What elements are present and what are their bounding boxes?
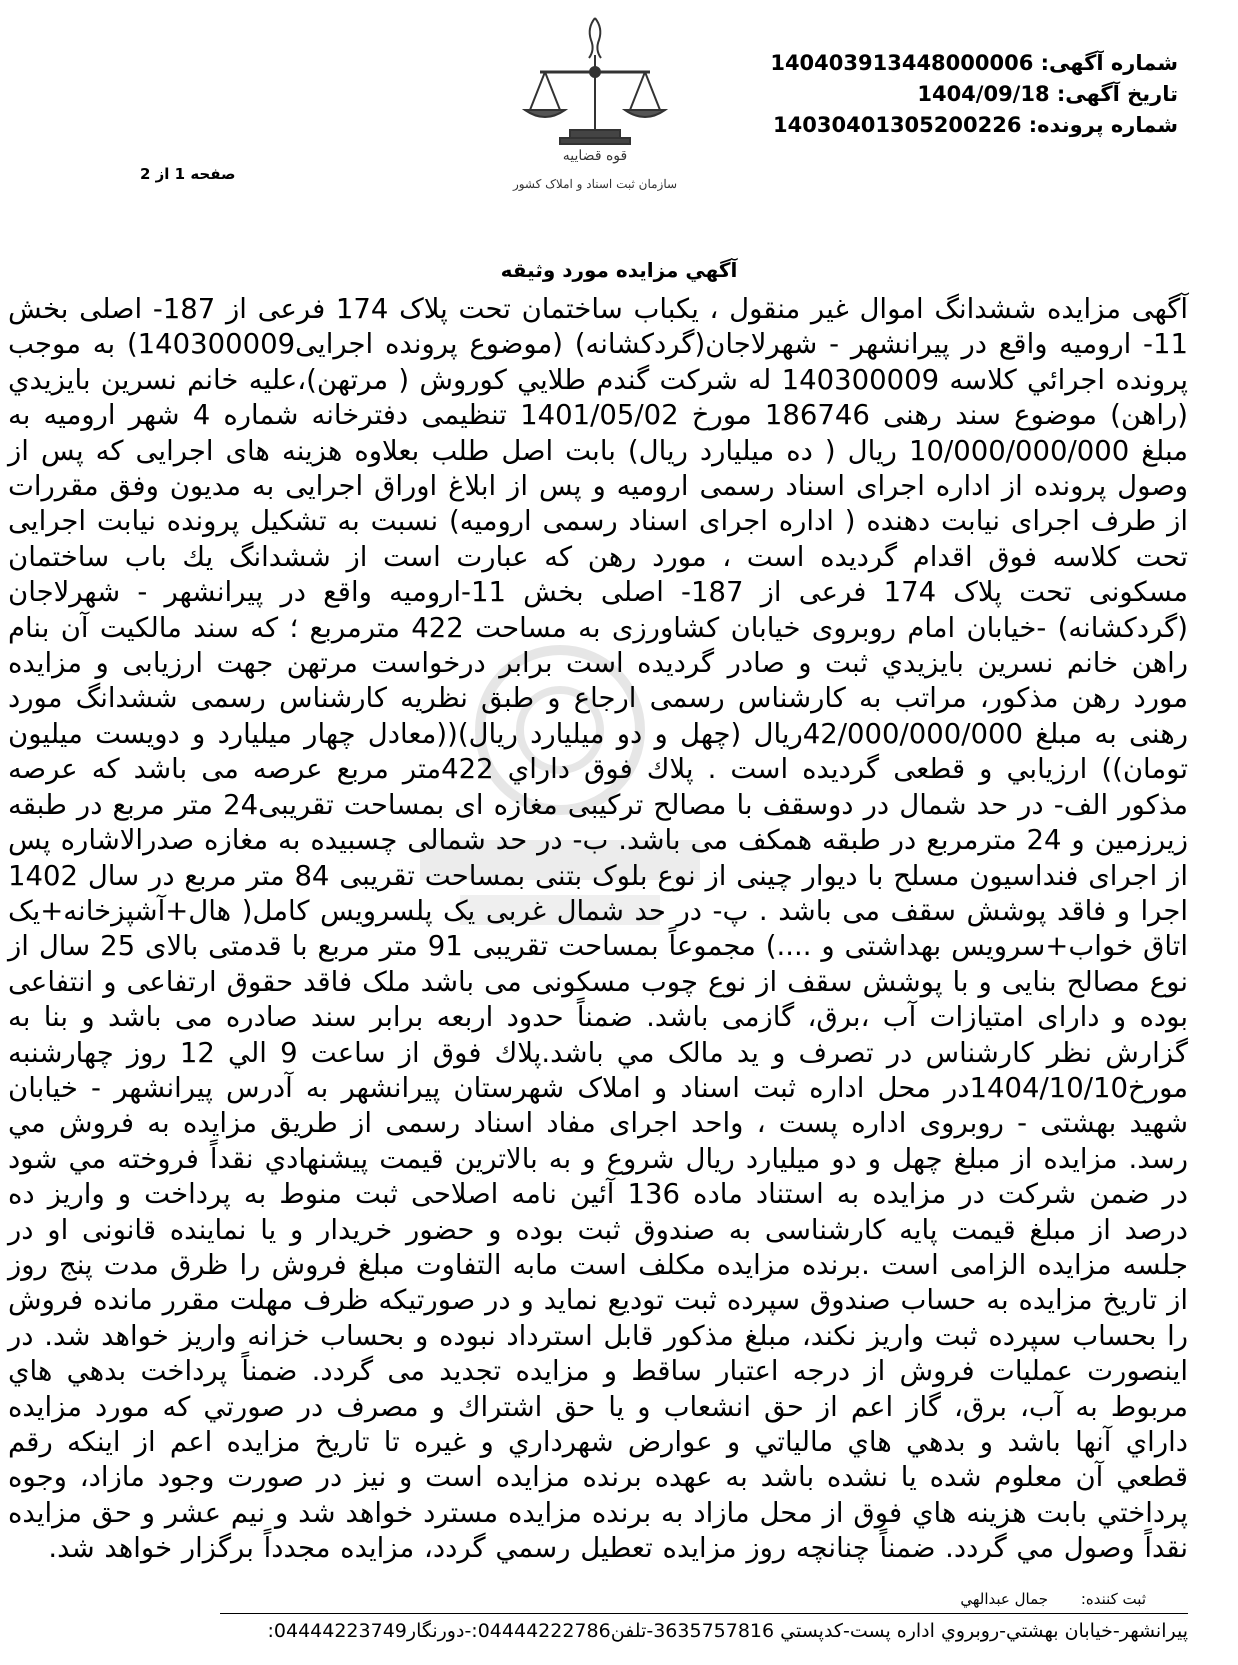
ad-number: 140403913448000006 bbox=[770, 51, 1034, 75]
ad-metadata bbox=[770, 48, 1178, 141]
case-number: 14030401305200226 bbox=[773, 113, 1022, 137]
case-number-label: شماره پرونده: bbox=[1028, 113, 1178, 137]
judiciary-emblem bbox=[500, 10, 690, 210]
signer-label: ثبت کننده: bbox=[1080, 1590, 1146, 1608]
ad-date-label: تاریخ آگهی: bbox=[1056, 82, 1178, 106]
ad-date-line bbox=[770, 79, 1178, 110]
emblem-text-bottom: سازمان ثبت اسناد و املاک کشور bbox=[512, 177, 678, 191]
case-number-line bbox=[770, 110, 1178, 141]
notice-title: آگهي مزايده مورد وثيقه bbox=[500, 258, 738, 282]
ad-number-line bbox=[770, 48, 1178, 79]
notice-body: آگهی مزایده ششدانگ اموال غیر منقول ، یکباب ساختمان تحت پلاک 174 فرعی از 187- اصلی بخش 11- ارومیه واقع در پیرانشهر - شهرلاجان(گردکشانه) (موضوع پرونده اجرایی140300009) به موجب پرونده اجرائي كلاسه 140300009 له شرکت گندم طلايي كوروش ( مرتهن)،علیه خانم نسرين بايزيدي (راهن) موضوع سند رهنی 186746 مورخ 1401/05/02 تنظیمی دفترخانه شماره 4 شهر ارومیه به مبلغ 10/000/000/000 ریال ( ده میلیارد ریال) بابت اصل طلب بعلاوه هزینه های اجرایی که پس از وصول پرونده از اداره اجرای اسناد رسمی ارومیه و پس از ابلاغ اوراق اجرایی به مدیون وفق مقررات از طرف اجرای نیابت دهنده ( اداره اجرای اسناد رسمی ارومیه) نسبت به تشکیل پرونده نیابت اجرایی تحت کلاسه فوق اقدام گردیده است ، مورد رهن که عبارت است از ششدانگ یك باب ساختمان مسکونی تحت پلاک 174 فرعی از 187- اصلی بخش 11-ارومیه واقع در پیرانشهر - شهرلاجان (گردکشانه) -خیابان امام روبروی خیابان کشاورزی به مساحت 422 مترمربع ؛ که سند مالکیت آن بنام راهن خانم نسرين بايزيدي ثبت و صادر گردیده است برابر درخواست مرتهن جهت ارزیابی و مزایده مورد رهن مذکور، مراتب به کارشناس رسمی ارجاع و طبق نظریه کارشناس رسمی ششدانگ مورد رهنی به مبلغ 42/000/000/000ریال (چهل و دو میلیارد ریال)((معادل چهار میلیارد و دویست میلیون تومان)) ارزيابي و قطعی گردیده است . پلاك فوق داراي 422متر مربع عرصه می باشد که عرصه مذکور الف- در حد شمال در دوسقف با مصالح ترکیبی مغازه ای بمساحت تقریبی24 متر مربع در طبقه زیرزمین و 24 مترمربع در طبقه همکف می باشد. ب- در حد شمالی چسبیده به مغازه صدرالاشاره پس از اجرای فنداسیون مسلح با دیوار چینی از نوع بلوک بتنی بمساحت تقریبی 84 متر مربع در سال 1402 اجرا و فاقد پوشش سقف می باشد . پ- در حد شمال غربی یک پلسرویس کامل( هال+آشپزخانه+یک اتاق خواب+سرویس بهداشتی و ....) مجموعاً بمساحت تقریبی 91 متر مربع با قدمتی بالای 25 سال از نوع مصالح بنایی و با پوشش سقف از نوع چوب مسکونی می باشد ملک فاقد حقوق ارتفاعی و انتفاعی بوده و دارای امتیازات آب ،برق، گازمی باشد. ضمناً حدود اربعه برابر سند صادره می باشد و بنا به گزارش نظر کارشناس در تصرف و ید مالک مي باشد.پلاك فوق از ساعت 9 الي 12 روز چهارشنبه مورخ1404/10/10در محل اداره ثبت اسناد و املاک شهرستان پیرانشهر به آدرس پیرانشهر - خیابان شهید بهشتی - روبروی اداره پست ، واحد اجرای مفاد اسناد رسمی از طريق مزايده به فروش مي رسد. مزايده از مبلغ چهل و دو میلیارد ريال شروع و به بالاترين قيمت پيشنهادي نقداً فروخته مي شود در ضمن شرکت در مزايده به استناد ماده 136 آئین نامه اصلاحی ثبت منوط به پرداخت و واریز ده درصد از مبلغ قیمت پایه کارشناسی به صندوق ثبت بوده و حضور خریدار و یا نماینده قانونی او در جلسه مزایده الزامی است .برنده مزایده مکلف است مابه التفاوت مبلغ فروش را ظرق مدت پنج روز از تاریخ مزایده به حساب صندوق سپرده ثبت تودیع نماید و در صورتیکه ظرف مهلت مقرر مانده فروش را بحساب سپرده ثبت واریز نکند، مبلغ مذکور قابل استرداد نبوده و بحساب خزانه واریز خواهد شد. در اینصورت عملیات فروش از درجه اعتبار ساقط و مزایده تجدید می گردد. ضمناً پرداخت بدهي هاي مربوط به آب، برق، گاز اعم از حق انشعاب و يا حق اشتراك و مصرف در صورتي كه مورد مزايده داراي آنها باشد و بدهي هاي مالياتي و عوارض شهرداري و غيره تا تاريخ مزايده اعم از اينكه رقم قطعي آن معلوم شده يا نشده باشد به عهده برنده مزايده است و نيز در صورت وجود مازاد، وجوه پرداختي بابت هزينه هاي فوق از محل مازاد به برنده مزايده مسترد خواهد شد و نيم عشر و حق مزايده نقداً وصول مي گردد. ضمناً چنانچه روز مزايده تعطيل رسمي گردد، مزايده مجدداً برگزار خواهد شد. bbox=[8, 293, 1189, 1565]
signer-line bbox=[960, 1590, 1146, 1608]
emblem-text-top: قوه قضاییه bbox=[562, 148, 628, 164]
ad-number-label: شماره آگهی: bbox=[1040, 51, 1178, 75]
footer-address: پیرانشهر-خیابان بهشتي-روبروي اداره پست-کدپستي 3635757816-تلفن04444222786:-دورنگار04444223749: bbox=[267, 1620, 1188, 1642]
footer-divider bbox=[220, 1613, 1188, 1614]
ad-date: 1404/09/18 bbox=[917, 82, 1050, 106]
page-number: صفحه 1 از 2 bbox=[140, 165, 236, 183]
signer-name: جمال عبدالهي bbox=[960, 1590, 1049, 1608]
